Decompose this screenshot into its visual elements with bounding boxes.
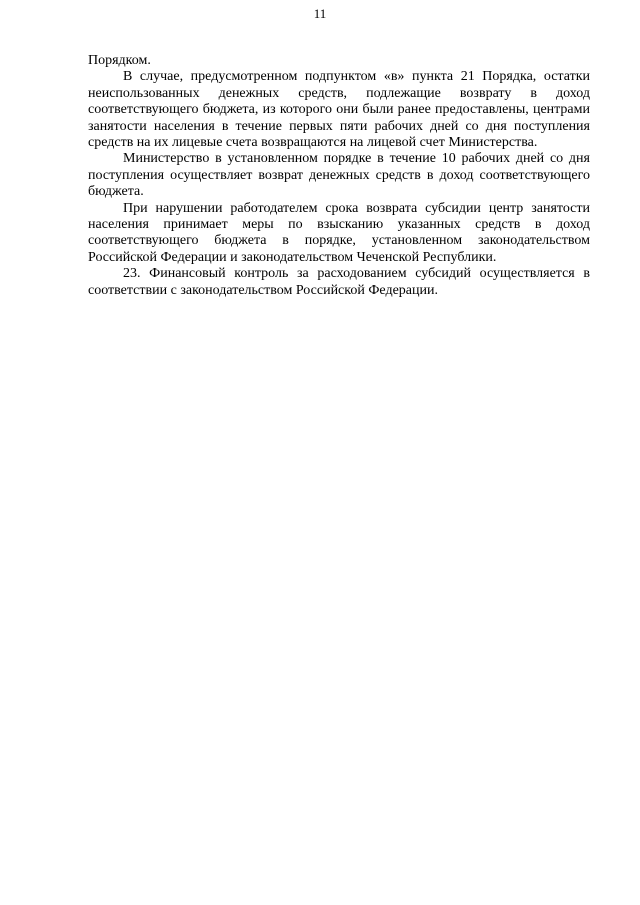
document-body	[88, 53, 590, 299]
paragraph-ministry-return: Министерство в установленном порядке в течение 10 рабочих дней со дня поступления осуществляет возврат денежных средств в доход соответствующего бюджета.	[88, 151, 590, 200]
paragraph-employer-violation: При нарушении работодателем срока возврата субсидии центр занятости населения принимает меры по взысканию указанных средств в доход соответствующего бюджета в порядке, установленном законодательством Российской Федерации и законодательством Чеченской Республики.	[88, 200, 590, 265]
page-number: 11	[313, 6, 327, 21]
paragraph-continuation: Порядком.	[88, 53, 151, 68]
paragraph-financial-control: 23. Финансовый контроль за расходованием субсидий осуществляется в соответствии с законодательством Российской Федерации.	[88, 266, 590, 298]
paragraph-unused-funds-return: В случае, предусмотренном подпунктом «в» пункта 21 Порядка, остатки неиспользованных денежных средств, подлежащие возврату в доход соответствующего бюджета, из которого они были ранее предоставлены, центрами занятости населения в течение первых пяти рабочих дней со дня поступления средств на их лицевые счета возвращаются на лицевой счет Министерства.	[88, 69, 590, 151]
